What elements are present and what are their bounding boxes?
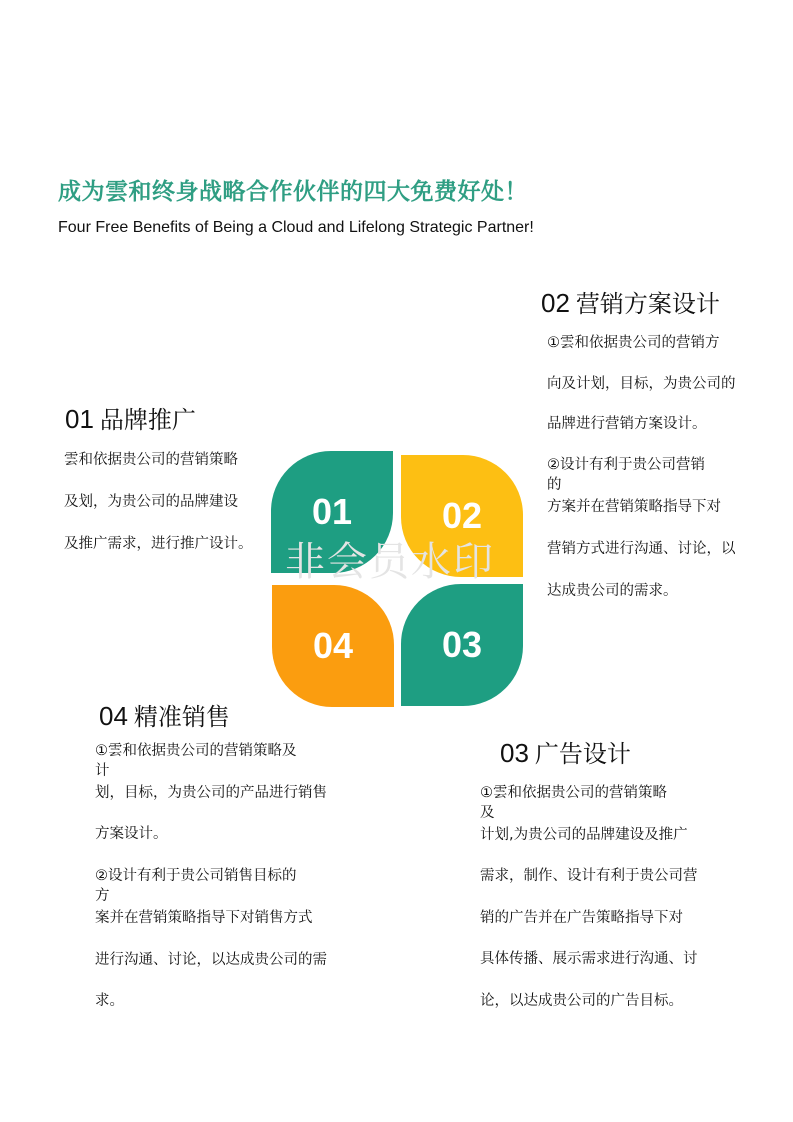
petal-03 bbox=[401, 584, 523, 706]
section-03-title bbox=[500, 734, 631, 769]
section-03-line: 计划,为贵公司的品牌建设及推广 bbox=[480, 827, 688, 843]
section-04-line: 方案设计。 bbox=[95, 826, 168, 842]
section-01-number: 01 bbox=[65, 404, 94, 434]
section-02-line: ①雲和依据贵公司的营销方 bbox=[547, 335, 720, 351]
section-02-title bbox=[541, 284, 720, 319]
section-04-line: 计 bbox=[95, 763, 110, 779]
section-04-title bbox=[99, 697, 230, 732]
section-03-line: 需求，制作、设计有利于贵公司营 bbox=[480, 868, 698, 884]
section-03-line: 销的广告并在广告策略指导下对 bbox=[480, 910, 683, 926]
section-01-line: 雲和依据贵公司的营销策略 bbox=[64, 452, 238, 468]
page-title: 成为雲和终身战略合作伙伴的四大免费好处！ bbox=[58, 178, 528, 205]
section-01-line: 及推广需求，进行推广设计。 bbox=[64, 536, 253, 552]
section-01-label: 品牌推广 bbox=[99, 406, 196, 434]
section-02-line: 的 bbox=[547, 477, 562, 493]
petal-01-label: 01 bbox=[311, 491, 353, 532]
section-03-line: 论，以达成贵公司的广告目标。 bbox=[480, 993, 683, 1009]
section-02-line: 向及计划，目标，为贵公司的 bbox=[547, 376, 736, 392]
section-04-line: 方 bbox=[95, 888, 110, 904]
section-02-line: 方案并在营销策略指导下对 bbox=[547, 499, 721, 515]
section-02-line: ②设计有利于贵公司营销 bbox=[547, 457, 705, 473]
section-02-line: 品牌进行营销方案设计。 bbox=[547, 416, 707, 432]
watermark: 非会员水印 bbox=[285, 539, 495, 585]
petal-04-label: 04 bbox=[312, 625, 354, 666]
petal-04 bbox=[272, 585, 394, 707]
section-04-line: 求。 bbox=[95, 993, 124, 1009]
section-02-line: 营销方式进行沟通、讨论，以 bbox=[547, 541, 736, 557]
section-02-label: 营销方案设计 bbox=[575, 290, 720, 318]
section-03-line: ①雲和依据贵公司的营销策略 bbox=[480, 785, 667, 801]
section-01-line: 及划，为贵公司的品牌建设 bbox=[64, 494, 238, 510]
section-03-line: 具体传播、展示需求进行沟通、讨 bbox=[480, 951, 698, 967]
section-04-line: ②设计有利于贵公司销售目标的 bbox=[95, 868, 297, 884]
section-04-line: 案并在营销策略指导下对销售方式 bbox=[95, 910, 313, 926]
section-01-title bbox=[65, 400, 196, 435]
petal-02-label: 02 bbox=[441, 495, 483, 536]
page-subtitle: Four Free Benefits of Being a Cloud and Lifelong Strategic Partner! bbox=[58, 219, 534, 236]
section-03-number: 03 bbox=[500, 738, 529, 768]
section-04-line: 进行沟通、讨论，以达成贵公司的需 bbox=[95, 952, 327, 968]
section-04-label: 精准销售 bbox=[133, 703, 230, 731]
petal-03-label: 03 bbox=[441, 624, 483, 665]
section-04-number: 04 bbox=[99, 701, 128, 731]
section-02-number: 02 bbox=[541, 288, 570, 318]
section-02-line: 达成贵公司的需求。 bbox=[547, 583, 678, 599]
section-04-line: 划，目标，为贵公司的产品进行销售 bbox=[95, 785, 327, 801]
section-03-line: 及 bbox=[480, 805, 495, 821]
section-04-line: ①雲和依据贵公司的营销策略及 bbox=[95, 743, 297, 759]
section-03-label: 广告设计 bbox=[534, 740, 631, 768]
